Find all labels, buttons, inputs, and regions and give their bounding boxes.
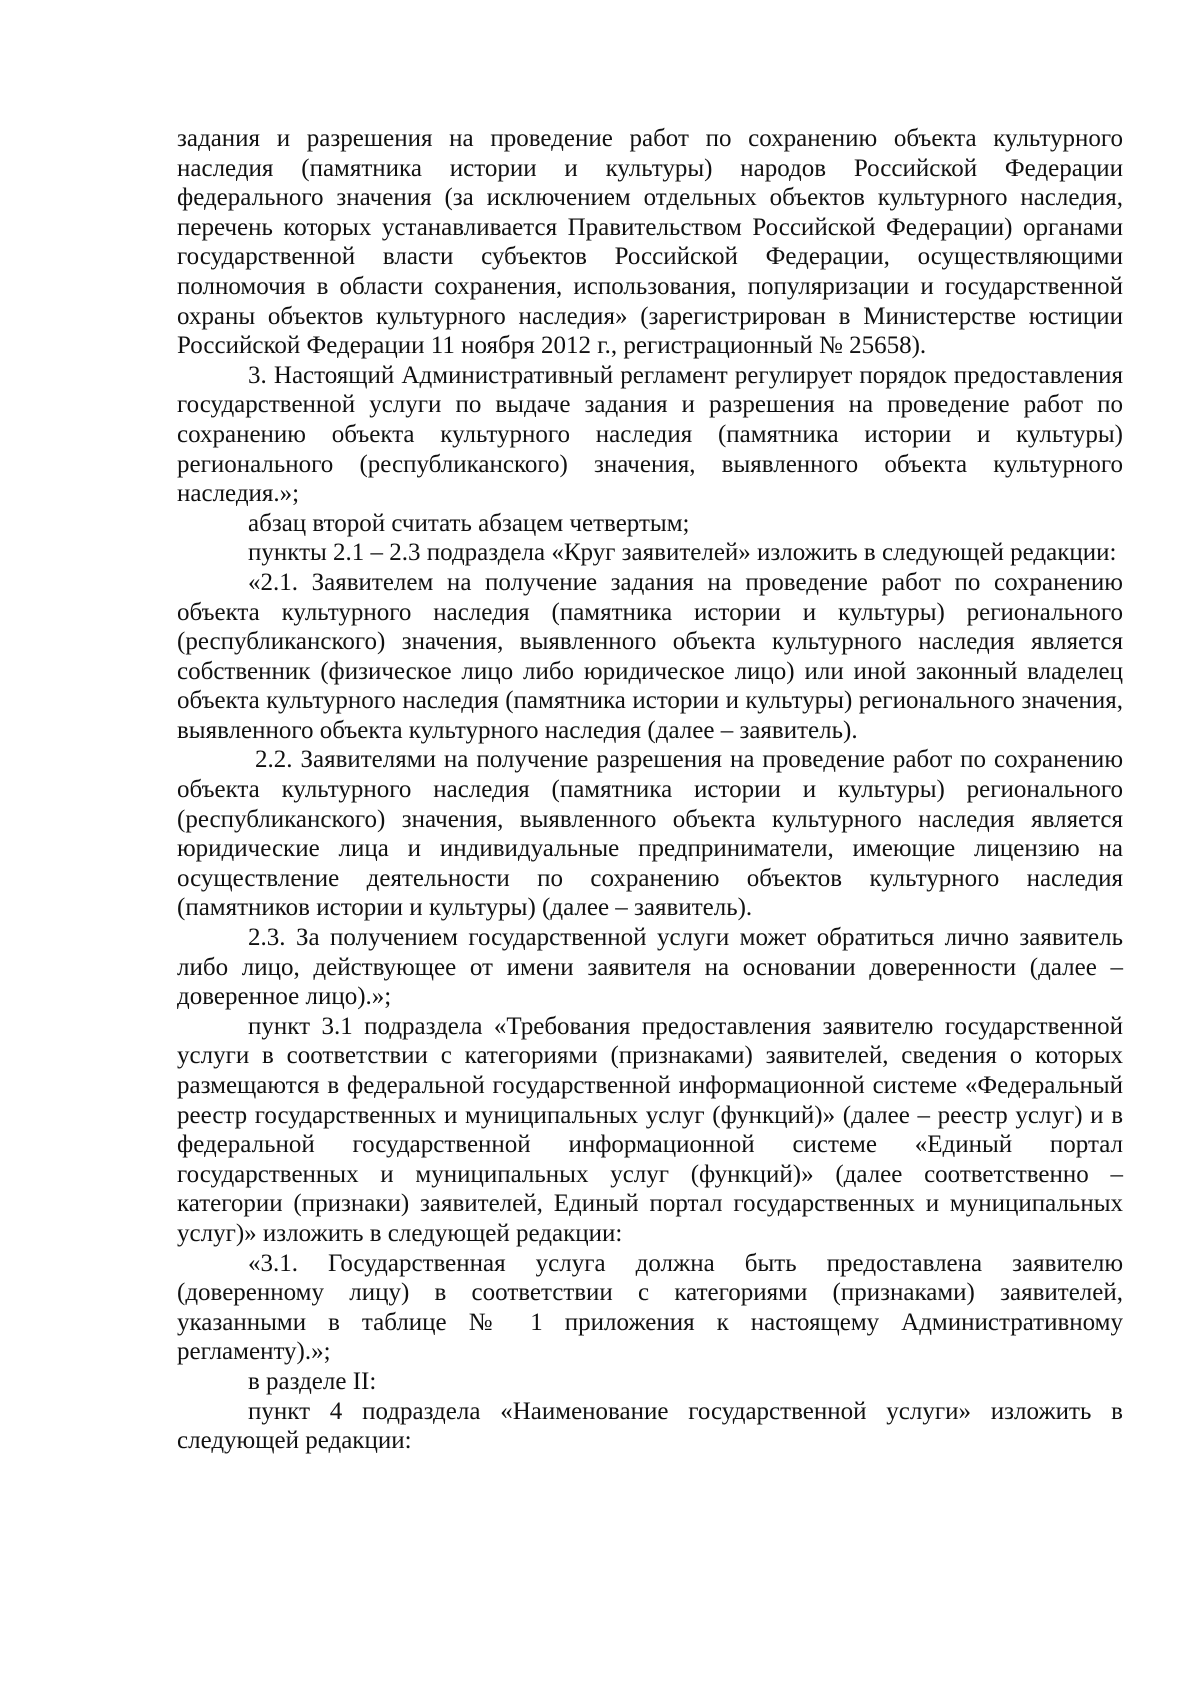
paragraph-item-2-3: 2.3. За получением государственной услуги может обратиться лично заявитель либо лицо, действующее от имени заявителя на основании доверенности (далее – доверенное лицо).»; bbox=[177, 924, 1123, 1011]
paragraph-item-3: 3. Настоящий Административный регламент регулирует порядок предоставления государственной услуги по выдаче задания и разрешения на проведение работ по сохранению объекта культурного наследия (памятника истории и культуры) регионального (республиканского) значения, выявленного объекта культурного наследия.»; bbox=[177, 361, 1123, 508]
paragraph-item-2-1: «2.1. Заявителем на получение задания на проведение работ по сохранению объекта культурного наследия (памятника истории и культуры) регионального (республиканского) значения, выявленного объекта культурного наследия является собственник (физическое лицо либо юридическое лицо) или иной законный владелец объекта культурного наследия (памятника истории и культуры) регионального значения, выявленного объекта культурного наследия (далее – заявитель). bbox=[177, 568, 1123, 744]
paragraph-amendment-item-3-1: пункт 3.1 подраздела «Требования предоставления заявителю государственной услуги в соответствии с категориями (признаками) заявителей, сведения о которых размещаются в федеральной государственной информационной системе «Федеральный реестр государственных и муниципальных услуг (функций)» (далее – реестр услуг) и в федеральной государственной информационной системе «Единый портал государственных и муниципальных услуг (функций)» (далее соответственно – категории (признаки) заявителей, Единый портал государственных и муниципальных услуг)» изложить в следующей редакции: bbox=[177, 1012, 1123, 1247]
paragraph-item-3-1: «3.1. Государственная услуга должна быть предоставлена заявителю (доверенному лицу) в соответствии с категориями (признаками) заявителей, указанными в таблице № 1 приложения к настоящему Административному регламенту).»; bbox=[177, 1249, 1123, 1366]
paragraph-amendment-abzac: абзац второй считать абзацем четвертым; bbox=[248, 509, 690, 537]
paragraph-section-ii: в разделе II: bbox=[248, 1367, 377, 1395]
document-body bbox=[177, 124, 1123, 1456]
paragraph-amendment-item-4: пункт 4 подраздела «Наименование государственной услуги» изложить в следующей редакции: bbox=[177, 1397, 1123, 1455]
paragraph-amendment-items-2-1-2-3: пункты 2.1 – 2.3 подраздела «Круг заявителей» изложить в следующей редакции: bbox=[248, 539, 1117, 567]
paragraph-item-2-2: 2.2. Заявителями на получение разрешения на проведение работ по сохранению объекта культурного наследия (памятника истории и культуры) регионального (республиканского) значения, выявленного объекта культурного наследия является юридические лица и индивидуальные предприниматели, имеющие лицензию на осуществление деятельности по сохранению объектов культурного наследия (памятников истории и культуры) (далее – заявитель). bbox=[177, 746, 1123, 922]
paragraph-continuation: задания и разрешения на проведение работ по сохранению объекта культурного наследия (памятника истории и культуры) народов Российской Федерации федерального значения (за исключением отдельных объектов культурного наследия, перечень которых устанавливается Правительством Российской Федерации) органами государственной власти субъектов Российской Федерации, осуществляющими полномочия в области сохранения, использования, популяризации и государственной охраны объектов культурного наследия» (зарегистрирован в Министерстве юстиции Российской Федерации 11 ноября 2012 г., регистрационный № 25658). bbox=[177, 125, 1123, 360]
